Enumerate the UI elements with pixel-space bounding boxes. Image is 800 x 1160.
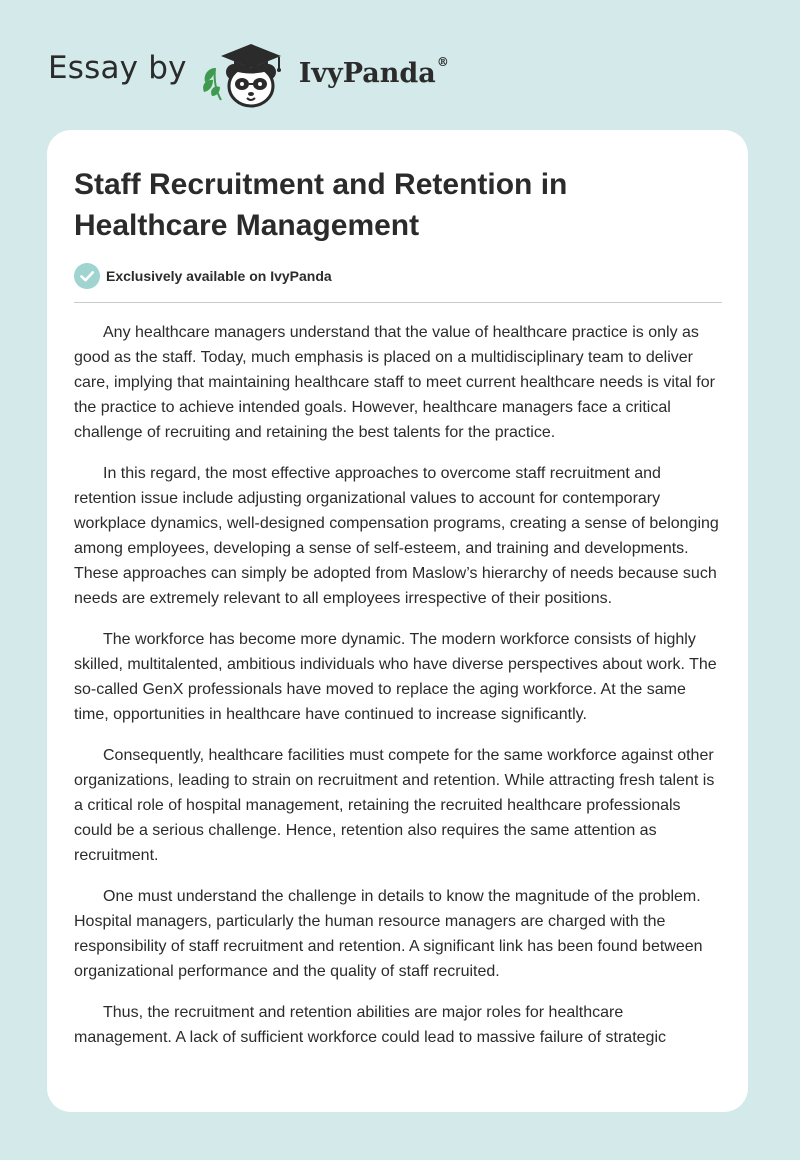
check-circle-icon [74, 263, 100, 289]
essay-card [47, 130, 748, 1112]
essay-body [74, 320, 722, 1080]
essay-paragraph: The workforce has become more dynamic. The modern workforce consists of highly skilled, multitalented, ambitious individuals who have diverse perspectives about work. The so-called GenX professionals have moved to replace the aging workforce. At the same time, opportunities in healthcare have continued to increase significantly. [74, 631, 717, 723]
registered-mark: ® [436, 54, 449, 69]
brand-header[interactable] [48, 38, 449, 110]
essay-paragraph: Any healthcare managers understand that the value of healthcare practice is only as good as the staff. Today, much emphasis is placed on a multidisciplinary team to deliver care, implying that maintaining healthcare staff to meet current healthcare needs is vital for the practice to achieve intended goals. However, healthcare managers face a critical challenge of recruiting and retaining the best talents for the practice. [74, 324, 715, 441]
exclusive-badge-text: Exclusively available on IvyPanda [106, 268, 332, 284]
essay-paragraph: In this regard, the most effective approaches to overcome staff recruitment and retention issue include adjusting organizational values to account for contemporary workplace dynamics, well-designed compensation programs, creating a sense of belonging among employees, developing a sense of self-esteem, and training and developments. These approaches can simply be adopted from Maslow’s hierarchy of needs because such needs are extremely relevant to all employees irrespective of their positions. [74, 465, 719, 607]
exclusive-badge [74, 263, 332, 289]
brand-prefix: Essay by [48, 50, 187, 86]
essay-paragraph: Thus, the recruitment and retention abilities are major roles for healthcare management. A lack of sufficient workforce could lead to massive failure of strategic [74, 1004, 666, 1046]
essay-paragraph: Consequently, healthcare facilities must compete for the same workforce against other organizations, leading to strain on recruitment and retention. While attracting fresh talent is a critical role of hospital management, retaining the recruited healthcare professionals could be a serious challenge. Hence, retention also requires the same attention as recruitment. [74, 747, 715, 864]
brand-name: IvyPanda® [298, 54, 449, 89]
title-divider [74, 302, 722, 303]
essay-title: Staff Recruitment and Retention in Healthcare Management [74, 168, 568, 242]
panda-graduate-icon [201, 38, 297, 110]
essay-paragraph: One must understand the challenge in details to know the magnitude of the problem. Hospital managers, particularly the human resource managers are charged with the responsibility of staff recruitment and retention. A significant link has been found between organizational performance and the quality of staff recruited. [74, 888, 703, 980]
